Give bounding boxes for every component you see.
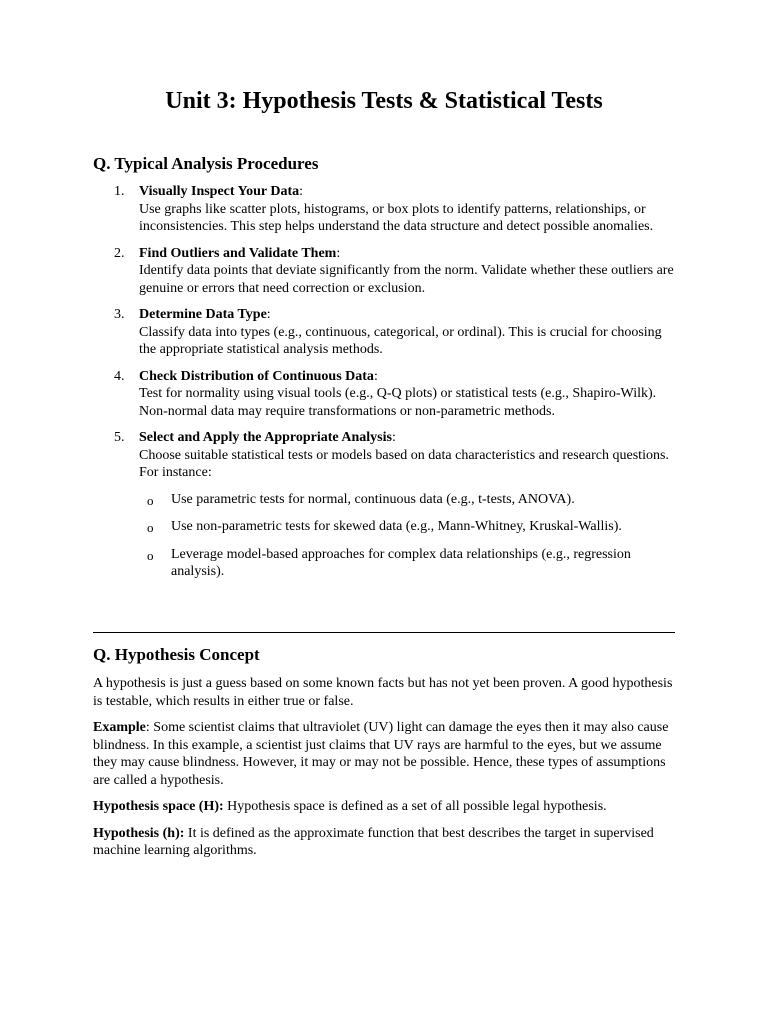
step-number: 4. (114, 368, 125, 384)
step-colon: : (373, 368, 378, 384)
section-heading-hypothesis-concept: Q. Hypothesis Concept (93, 645, 260, 664)
step-text: Use graphs like scatter plots, histograms, or box plots to identify patterns, relationships, or inconsistencies. This step helps understand the data structure and detect possible anomalies. (139, 201, 654, 234)
list-item (93, 245, 675, 298)
sub-list-item (139, 546, 675, 581)
horizontal-divider (93, 632, 675, 633)
sub-list-item (139, 491, 675, 509)
step-title: Select and Apply the Appropriate Analysis (139, 430, 392, 445)
step-number: 3. (114, 307, 125, 322)
step-number: 1. (114, 184, 125, 199)
hypothesis-concept-body (93, 675, 675, 869)
hypothesis-space-paragraph (93, 798, 675, 816)
sub-item-text: Leverage model-based approaches for complex data relationships (e.g., regression analysis). (171, 546, 631, 579)
step-colon: : (391, 430, 396, 445)
hypothesis-h-text: It is defined as the approximate function that best describes the target in supervised machine learning algorithms. (93, 825, 654, 858)
section-heading-analysis-procedures: Q. Typical Analysis Procedures (93, 154, 319, 173)
list-item (93, 306, 675, 359)
example-label: Example (93, 720, 146, 735)
bullet-icon: o (147, 492, 154, 508)
step-colon: : (266, 307, 271, 322)
list-item (93, 429, 675, 581)
sub-item-text: Use non-parametric tests for skewed data (e.g., Mann-Whitney, Kruskal-Wallis). (171, 519, 622, 534)
bullet-icon: o (147, 547, 154, 563)
sub-list (139, 491, 675, 581)
hypothesis-h-paragraph (93, 825, 675, 860)
page-title: Unit 3: Hypothesis Tests & Statistical Tests (165, 88, 603, 114)
hypothesis-space-text: Hypothesis space is defined as a set of all possible legal hypothesis. (223, 799, 607, 814)
example-text: : Some scientist claims that ultraviolet (UV) light can damage the eyes then it may also cause blindness. In this example, a scientist just claims that UV rays are harmful to the eyes, but we assume they may cause blindness. However, it may or may not be possible. Hence, these types of assumptions are called a hypothesis. (93, 720, 669, 788)
step-title: Find Outliers and Validate Them (139, 245, 337, 261)
bullet-icon: o (147, 520, 154, 535)
hypothesis-h-label: Hypothesis (h): (93, 825, 185, 841)
step-text: Choose suitable statistical tests or models based on data characteristics and research questions. For instance: (139, 447, 669, 480)
sub-item-text: Use parametric tests for normal, continuous data (e.g., t-tests, ANOVA). (171, 491, 575, 507)
step-number: 5. (114, 430, 125, 445)
step-title: Check Distribution of Continuous Data (139, 368, 374, 384)
sub-list-item (139, 518, 675, 536)
step-title: Determine Data Type (139, 307, 267, 322)
list-item (93, 368, 675, 421)
step-text: Identify data points that deviate significantly from the norm. Validate whether these outliers are genuine or errors that need correction or exclusion. (139, 263, 674, 296)
step-text: Test for normality using visual tools (e.g., Q-Q plots) or statistical tests (e.g., Shapiro-Wilk). Non-normal data may require transformations or non-parametric methods. (139, 386, 657, 419)
intro-paragraph: A hypothesis is just a guess based on some known facts but has not yet been proven. A good hypothesis is testable, which results in either true or false. (93, 676, 673, 709)
step-colon: : (336, 245, 341, 261)
steps-list (93, 183, 675, 581)
hypothesis-space-label: Hypothesis space (H): (93, 799, 224, 814)
step-title: Visually Inspect Your Data (139, 184, 300, 199)
step-number: 2. (114, 245, 125, 261)
step-text: Classify data into types (e.g., continuous, categorical, or ordinal). This is crucial for choosing the appropriate statistical analysis methods. (139, 324, 662, 357)
step-colon: : (299, 184, 304, 199)
example-paragraph (93, 719, 675, 789)
analysis-procedures-body (93, 183, 675, 591)
list-item (93, 183, 675, 236)
